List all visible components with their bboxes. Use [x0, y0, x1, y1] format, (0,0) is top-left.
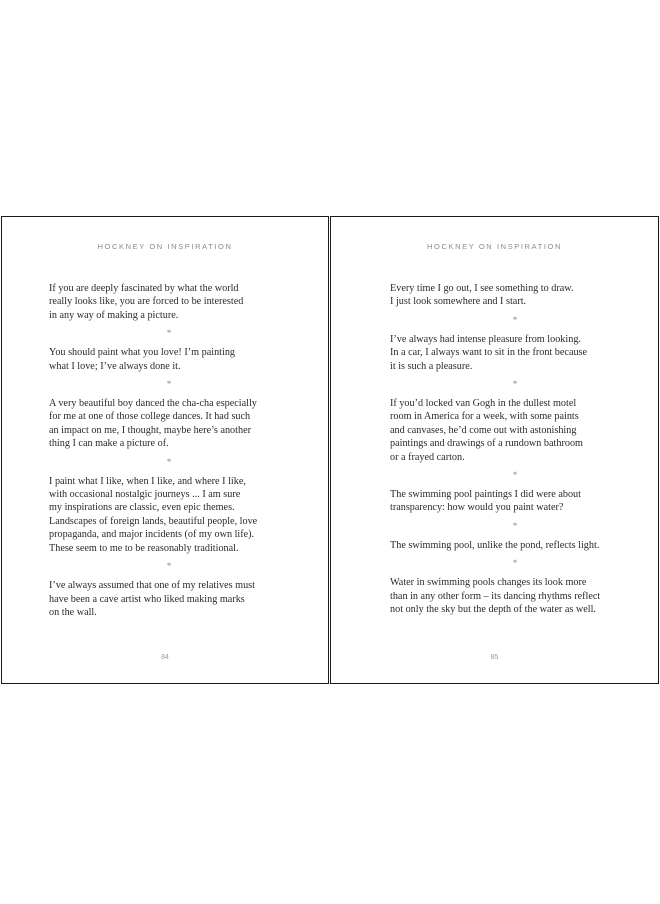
text-line: I just look somewhere and I start. [390, 296, 527, 308]
text-line: than in any other form – its dancing rhythms reflect [390, 590, 601, 602]
section-separator: * [512, 314, 518, 325]
text-line: it is such a pleasure. [390, 360, 473, 372]
section-separator: * [512, 379, 518, 390]
text-line: my inspirations are classic, even epic themes. [49, 502, 235, 514]
left-page [1, 216, 329, 684]
section-separator: * [166, 328, 172, 339]
text-line: on the wall. [49, 606, 97, 618]
quote-paragraph [49, 346, 289, 373]
text-line: I’ve always assumed that one of my relatives must [49, 580, 255, 592]
text-line: Every time I go out, I see something to draw. [390, 283, 574, 294]
right-page [330, 216, 659, 684]
quote-paragraph [390, 333, 640, 373]
text-line: an impact on me, I thought, maybe here’s another [49, 424, 251, 436]
quote-paragraph [390, 488, 640, 515]
section-separator: * [166, 379, 172, 390]
quote-paragraph [390, 539, 640, 552]
text-line: have been a cave artist who liked making marks [49, 593, 245, 605]
text-line: not only the sky but the depth of the water as well. [390, 604, 596, 616]
text-line: room in America for a week, with some paints [390, 411, 579, 423]
page-body [49, 282, 289, 619]
page-number: 85 [490, 654, 499, 661]
text-line: A very beautiful boy danced the cha-cha especially [49, 398, 257, 410]
running-header: HOCKNEY ON INSPIRATION [97, 242, 233, 251]
text-line: These seem to me to be reasonably traditional. [49, 542, 239, 554]
section-separator: * [512, 520, 518, 531]
running-header: HOCKNEY ON INSPIRATION [427, 242, 562, 251]
text-line: Landscapes of foreign lands, beautiful people, love [49, 515, 258, 527]
text-line: and canvases, he’d come out with astonishing [390, 424, 577, 436]
quote-paragraph [49, 579, 289, 619]
text-line: If you’d locked van Gogh in the dullest motel [390, 398, 577, 410]
text-line: with occasional nostalgic journeys ... I am sure [49, 489, 241, 501]
section-separator: * [512, 470, 518, 481]
quote-paragraph [49, 397, 289, 451]
text-line: The swimming pool, unlike the pond, reflects light. [390, 539, 600, 551]
text-line: I paint what I like, when I like, and where I like, [49, 475, 246, 487]
text-line: transparency: how would you paint water? [390, 502, 564, 514]
section-separator: * [512, 558, 518, 569]
quote-paragraph [49, 282, 289, 322]
text-line: I’ve always had intense pleasure from looking. [390, 333, 581, 345]
text-line: propaganda, and major incidents (of my own life). [49, 529, 255, 541]
quote-paragraph [390, 282, 640, 309]
section-separator: * [166, 456, 172, 467]
text-line: for me at one of those college dances. It had such [49, 411, 251, 423]
text-line: in any way of making a picture. [49, 309, 179, 321]
text-line: Water in swimming pools changes its look more [390, 577, 587, 589]
text-line: The swimming pool paintings I did were about [390, 489, 581, 501]
text-line: If you are deeply fascinated by what the world [49, 283, 239, 294]
quote-paragraph [390, 576, 640, 616]
page-number: 84 [161, 654, 169, 661]
text-line: thing I can make a picture of. [49, 438, 169, 450]
text-line: what I love; I’ve always done it. [49, 360, 181, 372]
text-line: really looks like, you are forced to be interested [49, 296, 244, 308]
page-body [390, 282, 640, 617]
text-line: You should paint what you love! I’m painting [49, 347, 236, 359]
quote-paragraph [390, 397, 640, 464]
text-line: or a frayed carton. [390, 451, 465, 463]
book-spread [0, 216, 660, 686]
text-line: In a car, I always want to sit in the front because [390, 347, 588, 359]
quote-paragraph [49, 475, 289, 555]
text-line: paintings and drawings of a rundown bathroom [390, 438, 583, 450]
section-separator: * [166, 561, 172, 572]
